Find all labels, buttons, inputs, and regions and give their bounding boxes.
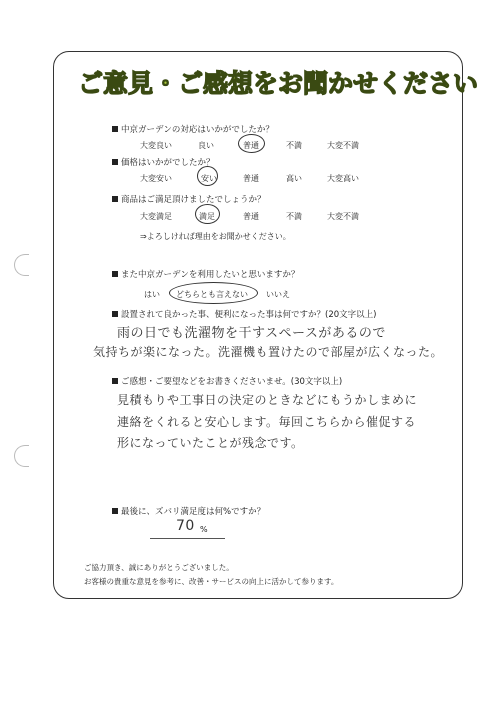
form-title: ご意見・ご感想をお聞かせください (78, 69, 479, 98)
option-q1-good[interactable]: 良い (198, 141, 214, 150)
option-q3-dissatisfied[interactable]: 不満 (286, 212, 302, 221)
option-q2-very-cheap[interactable]: 大変安い (140, 174, 172, 183)
option-q3-very-dissatisfied[interactable]: 大変不満 (327, 212, 359, 221)
option-q2-cheap[interactable]: 安い (201, 174, 217, 183)
option-q1-dissatisfied[interactable]: 不満 (286, 141, 302, 150)
question-comments: ご感想・ご要望などをお書きくださいませ。(30文字以上) (112, 375, 342, 387)
handwritten-answer-comments-line3: 形になっていたことが残念です。 (117, 436, 304, 450)
option-q4-no[interactable]: いいえ (266, 290, 290, 299)
handwritten-answer-comments-line2: 連絡をくれると安心します。毎回こちらから催促する (117, 415, 417, 429)
handwritten-answer-benefits-line2: 気持ちが楽になった。洗濯機も置けたので部屋が広くなった。 (93, 345, 444, 359)
bullet-square-icon (112, 311, 118, 317)
selected-answer-circle (195, 204, 220, 224)
bullet-square-icon (112, 126, 118, 132)
option-q1-very-good[interactable]: 大変良い (140, 141, 172, 150)
footer-thanks: ご協力頂き、誠にありがとうございました。 (84, 563, 234, 572)
reason-request-note: ⇒よろしければ理由をお聞かせください。 (140, 232, 291, 241)
option-q3-satisfied[interactable]: 満足 (199, 212, 215, 221)
option-q2-normal[interactable]: 普通 (243, 174, 259, 183)
question-product-satisfaction: 商品はご満足頂けましたでしょうか？ (112, 193, 266, 205)
punch-hole-bottom (14, 445, 29, 467)
punch-hole-top (14, 254, 29, 276)
question-benefits: 設置されて良かった事、便利になった事は何ですか？(20文字以上) (112, 308, 376, 320)
question-price: 価格はいかがでしたか？ (112, 156, 215, 168)
option-q2-very-expensive[interactable]: 大変高い (327, 174, 359, 183)
selected-answer-circle (169, 282, 258, 304)
selected-answer-circle (238, 134, 265, 153)
bullet-square-icon (112, 508, 118, 514)
handwritten-answer-comments-line1: 見積もりや工事日の決定のときなどにもうかしまめに (117, 393, 418, 407)
bullet-square-icon (112, 378, 118, 384)
handwritten-answer-benefits-line1: 雨の日でも洗濯物を干すスペースがあるので (117, 326, 386, 341)
option-q3-normal[interactable]: 普通 (243, 212, 259, 221)
selected-answer-circle (197, 166, 218, 186)
option-q1-very-dissatisfied[interactable]: 大変不満 (327, 141, 359, 150)
question-satisfaction-percent: 最後に、ズバリ満足度は何%ですか？ (112, 505, 265, 517)
footer-improvement-note: お客様の貴重な意見を参考に、改善・サービスの向上に活かして参ります。 (84, 577, 339, 586)
handwritten-answer-percent: 70 (176, 518, 195, 534)
option-q1-normal[interactable]: 普通 (243, 141, 259, 150)
percent-answer-underline (150, 538, 225, 539)
option-q3-very-satisfied[interactable]: 大変満足 (140, 212, 172, 221)
question-use-again: また中京ガーデンを利用したいと思いますか？ (112, 268, 299, 280)
bullet-square-icon (112, 271, 118, 277)
option-q4-yes[interactable]: はい (144, 290, 160, 299)
question-staff-service: 中京ガーデンの対応はいかがでしたか？ (112, 123, 274, 135)
bullet-square-icon (112, 196, 118, 202)
bullet-square-icon (112, 159, 118, 165)
option-q2-expensive[interactable]: 高い (286, 174, 302, 183)
option-q4-neither[interactable]: どちらとも言えない (176, 290, 248, 299)
percent-unit-label: % (200, 525, 208, 534)
